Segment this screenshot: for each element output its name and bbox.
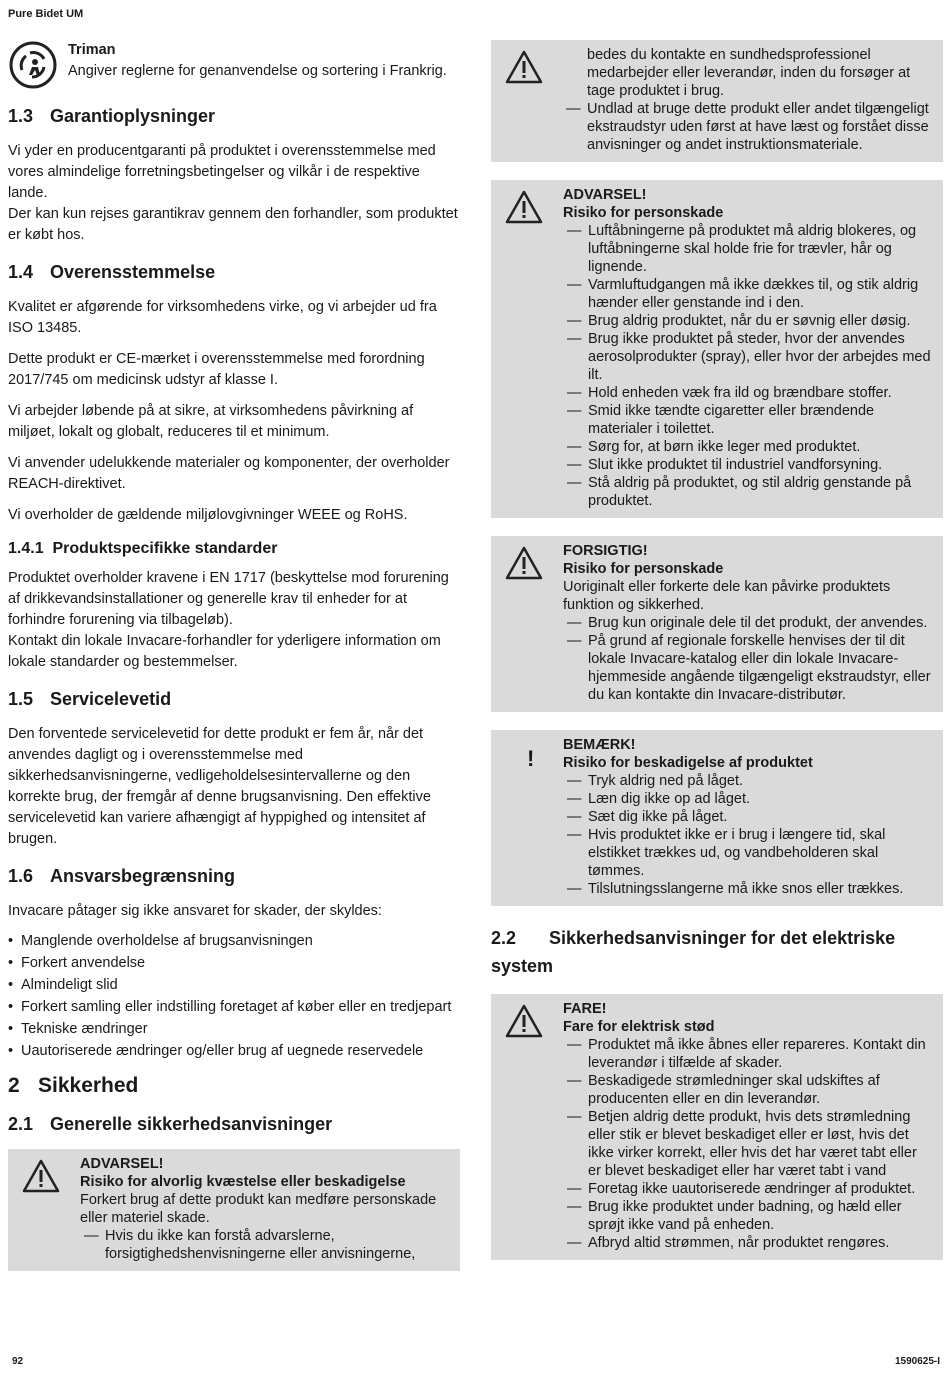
dash-item: — Brug ikke produktet under badning, og hæld eller sprøjt ikke vand på enheden. xyxy=(563,1198,933,1234)
hazard-text: bedes du kontakte en sundhedsprofessionel medarbejder eller leverandør, inden du forsøger at tage produktet i brug. xyxy=(587,47,911,99)
left-column xyxy=(8,40,460,1289)
section-title: Servicelevetid xyxy=(50,689,172,709)
hazard-text: Uoriginalt eller forkerte dele kan påvirke produktets funktion og sikkerhed. xyxy=(563,579,891,613)
paragraph: Vi arbejder løbende på at sikre, at virksomhedens påvirkning af miljøet, lokalt og globalt, reduceres til et minimum. xyxy=(8,403,414,440)
list-item: • Manglende overholdelse af brugsanvisningen xyxy=(8,932,460,950)
hazard-subtitle: Risiko for alvorlig kvæstelse eller beskadigelse xyxy=(80,1174,406,1190)
section-title: Overensstemmelse xyxy=(50,262,216,282)
warning-triangle-icon xyxy=(505,1004,543,1038)
warning-box xyxy=(8,1149,460,1271)
running-header: Pure Bidet UM xyxy=(8,8,84,20)
paragraph: Den forventede servicelevetid for dette produkt er fem år, når det anvendes dagligt og i overensstemmelse med sikkerhedsanvisningerne, vedligeholdelsesintervallerne og den korrekte brug, der fremgår af denne brugsanvisning. Den effektive servicelevetid kan variere afhængigt af hyppighed og intensitet af brugen. xyxy=(8,726,431,847)
section-1-4-1-heading xyxy=(8,540,460,558)
list-item: • Almindeligt slid xyxy=(8,976,460,994)
exclamation-icon: ! xyxy=(527,746,535,771)
section-title: Sikkerhedsanvisninger for det elektriske system xyxy=(491,928,896,976)
dash-item: — Sørg for, at børn ikke leger med produktet. xyxy=(563,438,933,456)
section-1-3-heading xyxy=(8,106,460,127)
warning-triangle-icon xyxy=(505,190,543,224)
dash-item: — Betjen aldrig dette produkt, hvis dets strømledning eller stik er blevet beskadiget eller er løst, hvis det ikke virker korrekt, eller hvis det har været tabt eller er blevet beskadiget eller har været tabt i vand xyxy=(563,1108,933,1180)
notice-box xyxy=(491,730,943,906)
dash-item: — Stå aldrig på produktet, og stil aldrig genstande på produktet. xyxy=(563,474,933,510)
dash-item: — Produktet må ikke åbnes eller repareres. Kontakt din leverandør i tilfælde af skader. xyxy=(563,1036,933,1072)
signal-word: FORSIGTIG! xyxy=(563,543,648,559)
triman-block xyxy=(8,40,460,90)
warning-triangle-icon xyxy=(505,50,543,84)
section-2-2-heading xyxy=(491,924,943,980)
document-number: 1590625-I xyxy=(894,1356,940,1367)
section-title: Sikkerhed xyxy=(38,1074,139,1097)
list-item: • Tekniske ændringer xyxy=(8,1020,460,1038)
dash-item: — På grund af regionale forskelle henvises der til dit lokale Invacare-katalog eller din lokale Invacare-hjemmeside angående tilgængeligt ekstraudstyr, eller du kan kontakte din Invacare-distributør. xyxy=(563,632,933,704)
triman-text: Angiver reglerne for genanvendelse og sortering i Frankrig. xyxy=(68,63,447,79)
section-1-4-heading xyxy=(8,262,460,283)
dash-item: — Afbryd altid strømmen, når produktet rengøres. xyxy=(563,1234,933,1252)
signal-word: ADVARSEL! xyxy=(80,1156,164,1172)
dash-item: — Tilslutningsslangerne må ikke snos eller trækkes. xyxy=(563,880,933,898)
section-number: 1.5 xyxy=(8,689,34,709)
section-number: 1.3 xyxy=(8,106,34,126)
hazard-subtitle: Fare for elektrisk stød xyxy=(563,1019,715,1035)
paragraph: Dette produkt er CE-mærket i overensstemmelse med forordning 2017/745 om medicinsk udstyr af klasse I. xyxy=(8,351,425,388)
section-number: 1.4.1 xyxy=(8,540,44,557)
paragraph: Invacare påtager sig ikke ansvaret for skader, der skyldes: xyxy=(8,903,382,919)
section-number: 2 xyxy=(8,1074,20,1097)
triman-icon xyxy=(8,40,58,90)
dash-item: — Foretag ikke uautoriserede ændringer af produktet. xyxy=(563,1180,933,1198)
caution-box xyxy=(491,536,943,712)
section-number: 1.4 xyxy=(8,262,34,282)
dash-item: — Beskadigede strømledninger skal udskiftes af producenten eller en din leverandør. xyxy=(563,1072,933,1108)
dash-item: — Varmluftudgangen må ikke dækkes til, og stik aldrig hænder eller genstande ind i den. xyxy=(563,276,933,312)
dash-item: — Brug aldrig produktet, når du er søvnig eller døsig. xyxy=(563,312,933,330)
dash-item: — Brug kun originale dele til det produkt, der anvendes. xyxy=(563,614,933,632)
section-2-1-heading xyxy=(8,1114,460,1135)
right-column xyxy=(491,40,943,1278)
paragraph: Vi yder en producentgaranti på produktet i overensstemmelse med vores almindelige forretningsbetingelser og vilkår i de respektive lande. xyxy=(8,143,436,201)
paragraph: Vi overholder de gældende miljølovgivninger WEEE og RoHS. xyxy=(8,507,408,523)
section-title: Ansvarsbegrænsning xyxy=(50,866,236,886)
chapter-2-heading xyxy=(8,1074,460,1098)
warning-box xyxy=(491,180,943,518)
hazard-text: Forkert brug af dette produkt kan medføre personskade eller materiel skade. xyxy=(80,1192,437,1226)
dash-item: — Hold enheden væk fra ild og brændbare stoffer. xyxy=(563,384,933,402)
dash-item: — Tryk aldrig ned på låget. xyxy=(563,772,933,790)
dash-item: — Smid ikke tændte cigaretter eller brændende materialer i toilettet. xyxy=(563,402,933,438)
section-number: 2.2 xyxy=(491,928,517,948)
dash-item: — Sæt dig ikke på låget. xyxy=(563,808,933,826)
dash-item: — Luftåbningerne på produktet må aldrig blokeres, og luftåbningerne skal holde frie for trævler, hår og lignende. xyxy=(563,222,933,276)
dash-item: — Læn dig ikke op ad låget. xyxy=(563,790,933,808)
warning-box-continued xyxy=(491,40,943,162)
dash-item: — Slut ikke produktet til industriel vandforsyning. xyxy=(563,456,933,474)
section-1-6-heading xyxy=(8,866,460,887)
hazard-subtitle: Risiko for personskade xyxy=(563,561,724,577)
hazard-subtitle: Risiko for personskade xyxy=(563,205,724,221)
section-title: Garantioplysninger xyxy=(50,106,216,126)
signal-word: FARE! xyxy=(563,1001,607,1017)
dash-item: — Undlad at bruge dette produkt eller andet tilgængeligt ekstraudstyr uden først at have læst og forstået disse anvisninger og andet instruktionsmateriale. xyxy=(562,100,933,154)
list-item: • Forkert anvendelse xyxy=(8,954,460,972)
dash-item: — Hvis du ikke kan forstå advarslerne, forsigtighedshenvisningerne eller anvisningerne, xyxy=(80,1227,450,1263)
list-item: • Uautoriserede ændringer og/eller brug af uegnede reservedele xyxy=(8,1042,460,1060)
hazard-subtitle: Risiko for beskadigelse af produktet xyxy=(563,755,813,771)
paragraph: Kontakt din lokale Invacare-forhandler for yderligere information om lokale standarder og bestemmelser. xyxy=(8,633,441,670)
section-title: Produktspecifikke standarder xyxy=(52,540,278,557)
paragraph: Der kan kun rejses garantikrav gennem den forhandler, som produktet er købt hos. xyxy=(8,206,458,243)
danger-box xyxy=(491,994,943,1260)
section-number: 2.1 xyxy=(8,1114,34,1134)
paragraph: Produktet overholder kravene i EN 1717 (beskyttelse mod forurening af drikkevandsinstallationer og generelle krav til enheder for at forhindre forurening via tilbageløb). xyxy=(8,570,449,628)
liability-list xyxy=(8,932,460,1060)
paragraph: Vi anvender udelukkende materialer og komponenter, der overholder REACH-direktivet. xyxy=(8,455,450,492)
warning-triangle-icon xyxy=(505,546,543,580)
warning-triangle-icon xyxy=(22,1159,60,1193)
signal-word: ADVARSEL! xyxy=(563,187,647,203)
paragraph: Kvalitet er afgørende for virksomhedens virke, og vi arbejder ud fra ISO 13485. xyxy=(8,299,437,336)
dash-item: — Brug ikke produktet på steder, hvor der anvendes aerosolprodukter (spray), eller hvor der arbejdes med ilt. xyxy=(563,330,933,384)
page-number: 92 xyxy=(12,1356,24,1367)
section-number: 1.6 xyxy=(8,866,34,886)
section-title: Generelle sikkerhedsanvisninger xyxy=(50,1114,333,1134)
section-1-5-heading xyxy=(8,689,460,710)
triman-title: Triman xyxy=(68,42,116,58)
signal-word: BEMÆRK! xyxy=(563,737,636,753)
dash-item: — Hvis produktet ikke er i brug i længere tid, skal elstikket trækkes ud, og vandbeholderen skal tømmes. xyxy=(563,826,933,880)
list-item: • Forkert samling eller indstilling foretaget af køber eller en tredjepart xyxy=(8,998,460,1016)
